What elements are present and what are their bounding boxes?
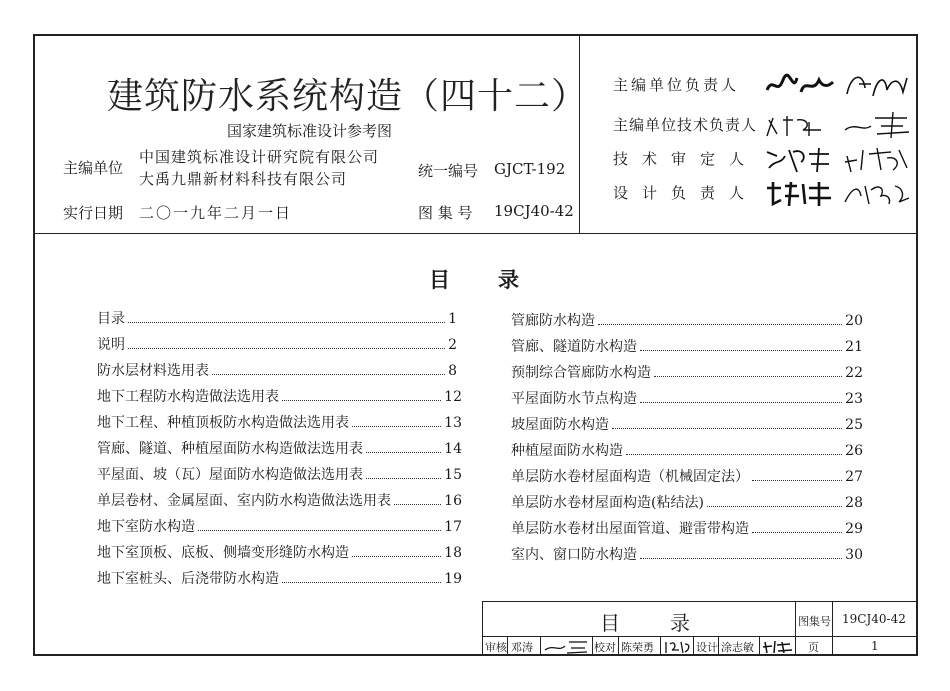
toc-entry[interactable]: 地下工程、种植顶板防水构造做法选用表 13 (97, 415, 462, 431)
toc-entry[interactable]: 预制综合管廊防水构造 22 (511, 365, 863, 381)
toc-entry[interactable]: 说明 2 (97, 337, 457, 353)
staff-row-review (613, 142, 913, 176)
atlas-subtitle: 国家建筑标准设计参考图 (227, 122, 393, 140)
toc-entry[interactable]: 单层防水卷材屋面构造（机械固定法） 27 (511, 469, 863, 485)
page-label: 页 (808, 641, 819, 654)
signature-graphic (841, 108, 911, 142)
designer-name: 涂志敏 (721, 641, 754, 654)
signature-graphic (841, 68, 911, 102)
staff-role: 主编单位技术负责人 (613, 116, 758, 134)
atlas-no-value: 19CJ40-42 (842, 612, 906, 626)
toc-entry[interactable]: 平屋面防水节点构造 23 (511, 391, 863, 407)
unified-number: GJCT-192 (494, 160, 566, 178)
toc-entry[interactable]: 地下工程防水构造做法选用表 12 (97, 389, 462, 405)
toc-entry[interactable]: 单层卷材、金属屋面、室内防水构造做法选用表 16 (97, 493, 462, 509)
staff-role: 技术审定人 (613, 150, 759, 168)
signature-graphic (841, 176, 911, 210)
toc-entry[interactable]: 种植屋面防水构造 26 (511, 443, 863, 459)
staff-row-technical (613, 108, 913, 142)
toc-entry[interactable]: 坡屋面防水构造 25 (511, 417, 863, 433)
staff-role: 设计负责人 (613, 184, 759, 202)
staff-row-chief-unit (613, 68, 913, 102)
header-divider (579, 36, 580, 233)
signature-graphic (763, 108, 835, 142)
sheet-title-char-1: 目 (600, 611, 620, 635)
staff-row-design (613, 176, 913, 210)
editor-unit-1: 中国建筑标准设计研究院有限公司 (139, 148, 380, 166)
toc-entry[interactable]: 单层防水卷材出屋面管道、避雷带构造 29 (511, 521, 863, 537)
effective-date: 二〇一九年二月一日 (139, 204, 293, 222)
signature-graphic (663, 638, 691, 655)
reviewer-name: 邓涛 (511, 641, 533, 654)
toc-entry[interactable]: 目录 1 (97, 311, 457, 327)
staff-role: 主编单位负责人 (613, 76, 740, 94)
effective-date-label: 实行日期 (63, 204, 124, 222)
toc-entry[interactable]: 管廊、隧道、种植屋面防水构造做法选用表 14 (97, 441, 462, 457)
signature-graphic (762, 638, 794, 655)
page-value: 1 (871, 639, 879, 653)
toc-entry[interactable]: 地下室防水构造 17 (97, 519, 462, 535)
editor-unit-label: 主编单位 (63, 159, 124, 177)
signature-graphic (543, 638, 589, 655)
checker-name: 陈荣勇 (621, 641, 654, 654)
toc-entry[interactable]: 地下室桩头、后浇带防水构造 19 (97, 571, 462, 587)
check-label: 校对 (594, 641, 616, 654)
unified-number-label: 统一编号 (418, 162, 479, 180)
sheet-title-char-2: 录 (670, 611, 690, 635)
toc-heading-char-2: 录 (498, 268, 519, 292)
design-label: 设计 (696, 641, 718, 654)
editor-unit-2: 大禹九鼎新材料科技有限公司 (139, 170, 348, 188)
atlas-number-label: 图 集 号 (418, 204, 473, 222)
signature-graphic (763, 142, 835, 176)
toc-entry[interactable]: 管廊、隧道防水构造 21 (511, 339, 863, 355)
toc-entry[interactable]: 防水层材料选用表 8 (97, 363, 457, 379)
signature-graphic (841, 142, 911, 176)
signature-graphic (763, 176, 835, 210)
title-header (35, 36, 916, 234)
drawing-frame (33, 34, 918, 656)
toc-entry[interactable]: 地下室顶板、底板、侧墙变形缝防水构造 18 (97, 545, 462, 561)
toc-entry[interactable]: 平屋面、坡（瓦）屋面防水构造做法选用表 15 (97, 467, 462, 483)
toc-entry[interactable]: 室内、窗口防水构造 30 (511, 547, 863, 563)
review-label: 审核 (485, 641, 507, 654)
atlas-number: 19CJ40-42 (494, 202, 574, 220)
toc-entry[interactable]: 管廊防水构造 20 (511, 313, 863, 329)
toc-entry[interactable]: 单层防水卷材屋面构造(粘结法) 28 (511, 495, 863, 511)
signature-graphic (763, 68, 835, 102)
title-block (482, 601, 916, 656)
atlas-no-label: 图集号 (798, 615, 831, 628)
atlas-title: 建筑防水系统构造（四十二） (107, 76, 589, 117)
toc-heading-char-1: 目 (429, 268, 450, 292)
